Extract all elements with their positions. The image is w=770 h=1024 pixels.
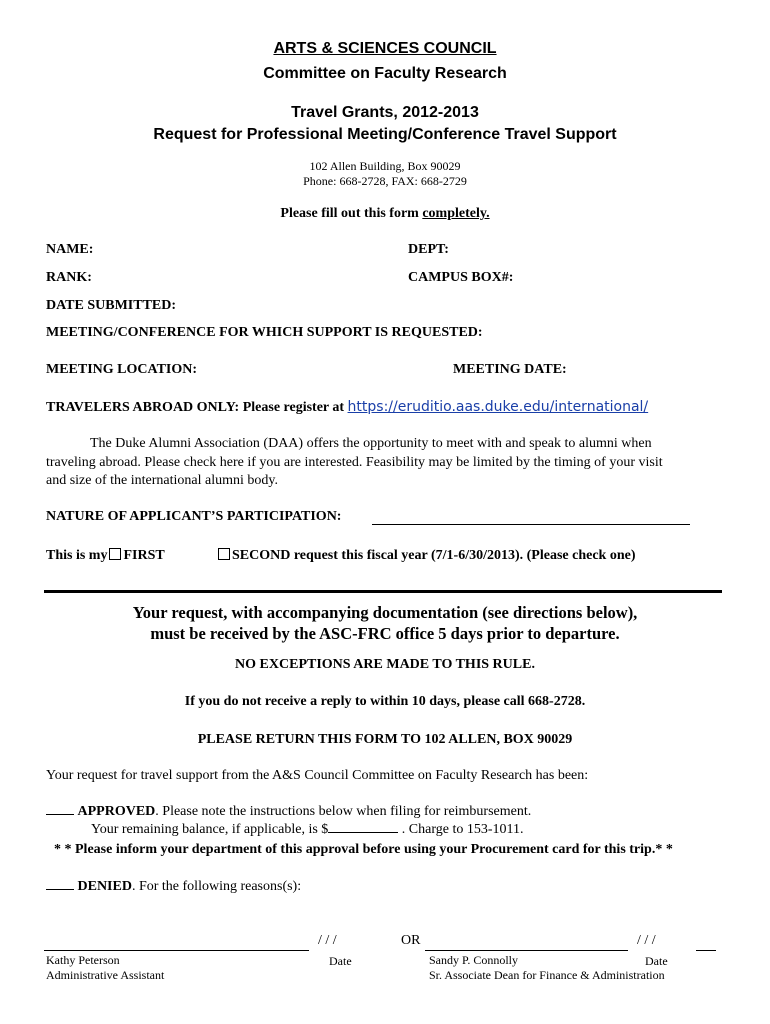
office-address: 102 Allen Building, Box 90029 bbox=[309, 159, 461, 173]
travelers-abroad bbox=[46, 399, 648, 416]
denied-text: . For the following reasons(s): bbox=[131, 879, 302, 894]
no-exceptions-notice: NO EXCEPTIONS ARE MADE TO THIS RULE. bbox=[235, 657, 535, 672]
right-signer-title: Sr. Associate Dean for Finance & Administration bbox=[429, 968, 665, 982]
travelers-label: TRAVELERS ABROAD ONLY: Please register at bbox=[46, 400, 348, 415]
left-signer-title: Administrative Assistant bbox=[46, 968, 165, 982]
notice-line-2: must be received by the ASC-FRC office 5 days prior to departure. bbox=[150, 624, 620, 643]
fill-instruction bbox=[0, 206, 770, 222]
left-signature-line[interactable] bbox=[44, 950, 309, 951]
instruction-emphasis: completely. bbox=[422, 206, 490, 221]
balance-blank[interactable] bbox=[328, 832, 398, 833]
second-request-label: SECOND request this fiscal year (7/1-6/30/2013). (Please check one) bbox=[232, 548, 636, 563]
denied-blank[interactable] bbox=[46, 889, 74, 890]
second-request-checkbox[interactable] bbox=[218, 548, 230, 560]
office-phone: Phone: 668-2728, FAX: 668-2729 bbox=[303, 174, 467, 188]
denied-row bbox=[46, 879, 301, 895]
approved-text: . Please note the instructions below when filing for reimbursement. bbox=[155, 804, 532, 819]
daa-line-3: and size of the international alumni body. bbox=[46, 473, 278, 488]
meeting-label: MEETING/CONFERENCE FOR WHICH SUPPORT IS REQUESTED: bbox=[46, 325, 483, 340]
registration-link[interactable]: https://eruditio.aas.duke.edu/international/ bbox=[347, 399, 649, 415]
date-submitted-label: DATE SUBMITTED: bbox=[46, 298, 177, 313]
right-signature-line[interactable] bbox=[425, 950, 628, 951]
balance-suffix: . Charge to 153-1011. bbox=[398, 822, 524, 837]
campus-box-field-label: CAMPUS BOX#: bbox=[408, 270, 514, 285]
right-date-label: Date bbox=[645, 954, 668, 968]
program-title: Travel Grants, 2012-2013 bbox=[291, 104, 479, 121]
approved-blank[interactable] bbox=[46, 814, 74, 815]
return-notice: PLEASE RETURN THIS FORM TO 102 ALLEN, BOX 90029 bbox=[197, 732, 573, 747]
participation-label: NATURE OF APPLICANT’S PARTICIPATION: bbox=[46, 509, 342, 524]
or-separator: OR bbox=[401, 933, 421, 948]
right-date-slashes: / / / bbox=[637, 933, 656, 948]
dept-field-label: DEPT: bbox=[408, 242, 449, 257]
daa-line-1: The Duke Alumni Association (DAA) offers the opportunity to meet with and speak to alumni when bbox=[90, 436, 652, 451]
participation-blank-line[interactable] bbox=[372, 524, 690, 525]
balance-prefix: Your remaining balance, if applicable, is $ bbox=[91, 822, 329, 837]
first-request-label: FIRST bbox=[123, 548, 165, 563]
form-title: Request for Professional Meeting/Conference Travel Support bbox=[153, 126, 617, 143]
org-title: ARTS & SCIENCES COUNCIL bbox=[273, 40, 497, 57]
name-field-label: NAME: bbox=[46, 242, 94, 257]
meeting-location-label: MEETING LOCATION: bbox=[46, 362, 198, 377]
approved-row bbox=[46, 804, 531, 820]
instruction-prefix: Please fill out this form bbox=[280, 206, 423, 221]
request-prefix: This is my bbox=[46, 548, 108, 563]
balance-row bbox=[91, 822, 524, 838]
denied-label: DENIED bbox=[77, 879, 132, 894]
reply-notice: If you do not receive a reply to within 10 days, please call 668-2728. bbox=[184, 694, 586, 709]
daa-line-2: traveling abroad. Please check here if you are interested. Feasibility may be limited by the timing of your visit bbox=[46, 455, 663, 470]
request-count-row bbox=[46, 548, 165, 564]
notice-line-1: Your request, with accompanying documentation (see directions below), bbox=[132, 603, 638, 622]
left-date-label: Date bbox=[329, 954, 352, 968]
section-divider bbox=[44, 590, 722, 593]
rank-field-label: RANK: bbox=[46, 270, 92, 285]
left-date-slashes: / / / bbox=[318, 933, 337, 948]
first-request-checkbox[interactable] bbox=[109, 548, 121, 560]
approved-label: APPROVED bbox=[77, 804, 156, 819]
committee-title: Committee on Faculty Research bbox=[263, 65, 507, 82]
right-signer-name: Sandy P. Connolly bbox=[429, 953, 519, 967]
left-signer-name: Kathy Peterson bbox=[46, 953, 120, 967]
procurement-notice: * * Please inform your department of this approval before using your Procurement card for this trip.* * bbox=[54, 842, 673, 857]
second-request-row bbox=[216, 548, 636, 564]
right-date-line[interactable] bbox=[696, 950, 716, 951]
decision-intro: Your request for travel support from the A&S Council Committee on Faculty Research has been: bbox=[46, 768, 589, 783]
meeting-date-label: MEETING DATE: bbox=[453, 362, 567, 377]
